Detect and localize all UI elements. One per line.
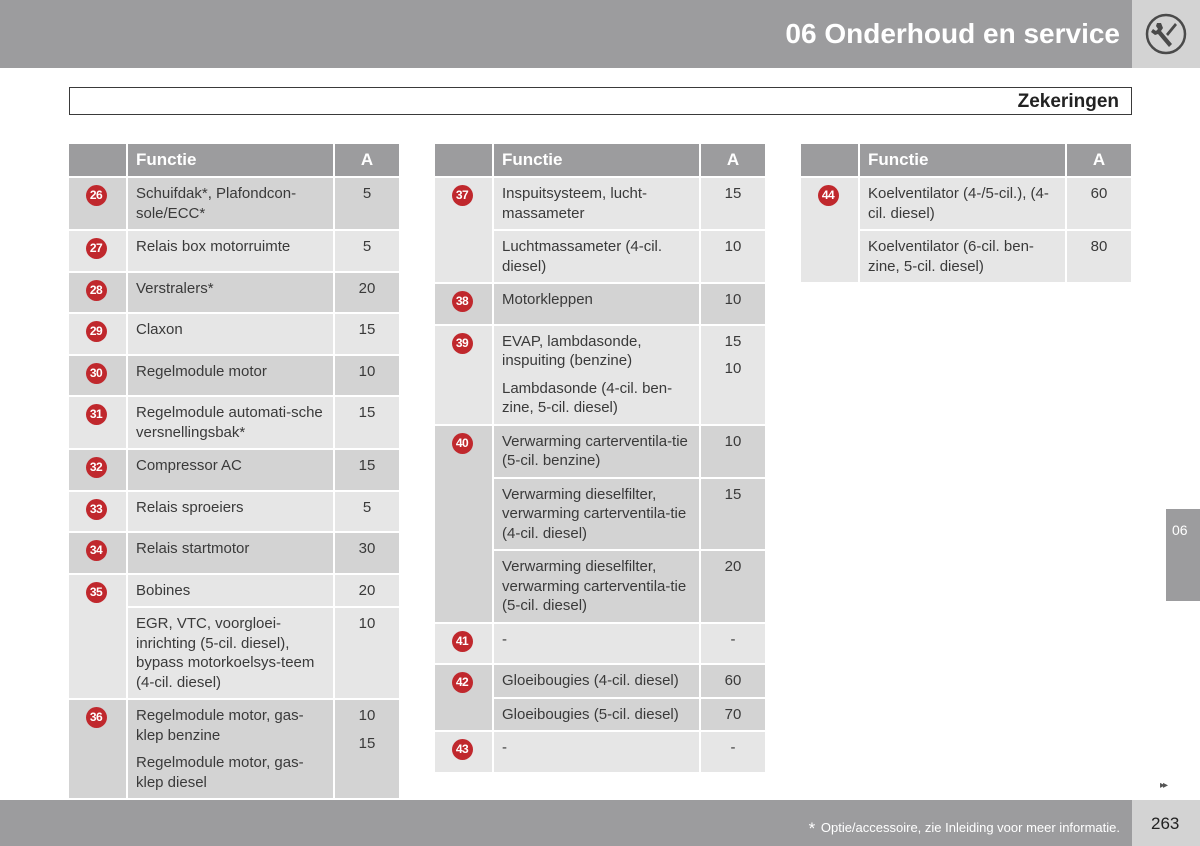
fuse-function: Koelventilator (4-/5-cil.), (4-cil. diesel) [860,178,1065,229]
fuse-number-badge: 28 [86,280,107,301]
number-header [69,144,126,176]
fuse-function: Regelmodule motor, gas-klep diesel [136,754,304,791]
fuse-table-1 [67,142,401,800]
fuse-number-badge: 39 [452,333,473,354]
fuse-number-badge: 42 [452,672,473,693]
number-header [801,144,858,176]
fuse-number-badge: 43 [452,739,473,760]
fuse-ampere: - [701,732,765,772]
table-row [69,397,399,448]
chapter-side-tab-label: 06 [1172,522,1188,538]
fuse-function: Koelventilator (6-cil. ben-zine, 5-cil. diesel) [860,231,1065,282]
fuse-ampere: 10 [358,707,376,724]
page-number: 263 [1151,814,1180,833]
fuse-function: EVAP, lambdasonde, inspuiting (benzine) [502,332,642,369]
fuse-function: Relais sproeiers [128,492,333,532]
fuse-function: Bobines [128,575,333,607]
fuse-ampere: 5 [335,178,399,229]
fuse-ampere: 10 [701,426,765,477]
fuse-function: Verwarming dieselfilter, verwarming carterventila-tie (4-cil. diesel) [494,479,699,550]
fuse-function: Gloeibougies (5-cil. diesel) [494,699,699,731]
fuse-table-3 [799,142,1133,284]
fuse-ampere: 10 [335,608,399,698]
table-row [435,426,765,477]
fuse-function: Regelmodule motor [128,356,333,396]
fuse-function: Regelmodule motor, gas-klep benzine [136,707,304,744]
fuse-ampere: 15 [701,479,765,550]
ampere-header: A [701,144,765,176]
fuse-function: Relais box motorruimte [128,231,333,271]
table-row [435,284,765,324]
fuse-function: Lambdasonde (4-cil. ben-zine, 5-cil. diesel) [502,379,673,416]
footnote-text: Optie/accessoire, zie Inleiding voor meer informatie. [820,820,1120,835]
fuse-ampere: 15 [335,397,399,448]
fuse-number-badge: 33 [86,499,107,520]
fuse-ampere: 10 [701,231,765,282]
fuse-number-badge: 44 [818,185,839,206]
fuse-ampere: 10 [724,360,742,377]
chapter-title: 06 Onderhoud en service [785,18,1120,49]
fuse-number-badge: 34 [86,540,107,561]
fuse-function: EGR, VTC, voorgloei-inrichting (5-cil. diesel), bypass motorkoelsys-teem (4-cil. diesel) [128,608,333,698]
fuse-ampere: 15 [724,332,742,350]
fuse-function: - [494,732,699,772]
fuse-function: Verstralers* [128,273,333,313]
double-arrow-right-icon: ▸▸ [1160,780,1167,791]
fuse-ampere: 80 [1067,231,1131,282]
fuse-function: Verwarming carterventila-tie (5-cil. benzine) [494,426,699,477]
fuse-number-badge: 36 [86,707,107,728]
fuse-number-badge: 40 [452,433,473,454]
fuse-table-2 [433,142,767,774]
fuse-ampere: 20 [701,551,765,622]
table-row [435,624,765,664]
fuse-ampere: 5 [335,231,399,271]
footnote-star: * [808,819,816,838]
fuse-ampere: 20 [335,575,399,607]
fuse-function: Relais startmotor [128,533,333,573]
fuse-function: Gloeibougies (4-cil. diesel) [494,665,699,697]
page-number-box [1132,800,1200,846]
fuse-number-badge: 27 [86,238,107,259]
ampere-header: A [335,144,399,176]
chapter-side-tab[interactable] [1166,509,1200,601]
fuse-number-badge: 41 [452,631,473,652]
fuse-number-badge: 35 [86,582,107,603]
functie-header: Functie [494,144,699,176]
fuse-ampere: 20 [335,273,399,313]
functie-header: Functie [860,144,1065,176]
wrench-icon [1145,13,1187,55]
fuse-function: - [494,624,699,664]
footer-band [0,800,1132,846]
table-row [69,575,399,607]
table-row [69,356,399,396]
number-header [435,144,492,176]
table-row [69,450,399,490]
fuse-number-badge: 38 [452,291,473,312]
fuse-function: Compressor AC [128,450,333,490]
fuse-function: Claxon [128,314,333,354]
table-row [435,326,765,424]
fuse-number-badge: 26 [86,185,107,206]
fuse-ampere: 15 [335,450,399,490]
fuse-number-badge: 30 [86,363,107,384]
ampere-header: A [1067,144,1131,176]
table-row [69,273,399,313]
fuse-number-badge: 32 [86,457,107,478]
fuse-function: Luchtmassameter (4-cil. diesel) [494,231,699,282]
table-row [69,533,399,573]
fuse-ampere: 70 [701,699,765,731]
fuse-ampere: 15 [701,178,765,229]
fuse-ampere: 15 [335,314,399,354]
fuse-number-badge: 31 [86,404,107,425]
table-row [435,178,765,229]
functie-header: Functie [128,144,333,176]
fuse-ampere: 5 [335,492,399,532]
header-icon-box [1132,0,1200,68]
table-row [801,178,1131,229]
table-row [69,314,399,354]
table-row [69,700,399,798]
fuse-ampere: - [701,624,765,664]
table-row [69,178,399,229]
footer-note [809,819,1120,839]
fuse-ampere: 10 [335,356,399,396]
fuse-ampere: 10 [701,284,765,324]
section-bar [69,87,1132,115]
fuse-function: Motorkleppen [494,284,699,324]
section-title: Zekeringen [1017,91,1119,112]
fuse-ampere: 60 [701,665,765,697]
fuse-ampere: 15 [358,734,376,752]
fuse-number-badge: 37 [452,185,473,206]
fuse-ampere: 30 [335,533,399,573]
fuse-number-badge: 29 [86,321,107,342]
table-row [435,732,765,772]
table-row [69,492,399,532]
fuse-function: Schuifdak*, Plafondcon-sole/ECC* [128,178,333,229]
table-row [69,231,399,271]
fuse-ampere: 60 [1067,178,1131,229]
fuse-function: Inspuitsysteem, lucht-massameter [494,178,699,229]
header-band [0,0,1132,68]
table-row [435,665,765,697]
fuse-function: Verwarming dieselfilter, verwarming carterventila-tie (5-cil. diesel) [494,551,699,622]
fuse-function: Regelmodule automati-sche versnellingsbak* [128,397,333,448]
